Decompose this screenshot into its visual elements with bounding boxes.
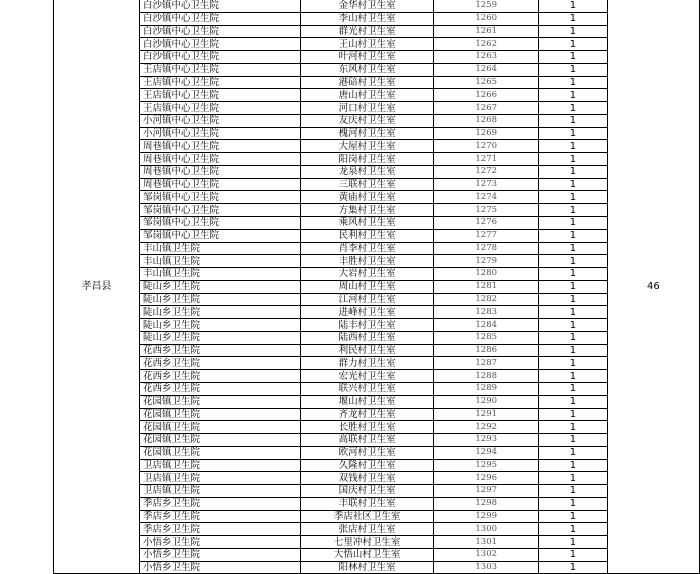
count-cell[interactable]: 1 — [539, 357, 608, 370]
code-cell[interactable]: 1286 — [434, 344, 539, 357]
code-cell[interactable]: 1288 — [434, 370, 539, 383]
count-cell[interactable]: 1 — [539, 408, 608, 421]
clinic-cell[interactable]: 方集村卫生室 — [301, 204, 434, 217]
clinic-cell[interactable]: 齐龙村卫生室 — [301, 408, 434, 421]
clinic-cell[interactable]: 双钱村卫生室 — [301, 472, 434, 485]
hospital-cell[interactable]: 白沙镇中心卫生院 — [139, 51, 300, 64]
count-cell[interactable]: 1 — [539, 0, 608, 12]
hospital-cell[interactable]: 白沙镇中心卫生院 — [139, 38, 300, 51]
table-row — [54, 280, 700, 293]
count-cell[interactable]: 1 — [539, 459, 608, 472]
table-row — [54, 510, 700, 523]
table-row — [54, 165, 700, 178]
code-cell[interactable]: 1279 — [434, 255, 539, 268]
clinic-cell[interactable]: 江河村卫生室 — [301, 293, 434, 306]
clinic-cell[interactable]: 欧河村卫生室 — [301, 446, 434, 459]
hospital-cell[interactable]: 小悟乡卫生院 — [139, 561, 300, 574]
code-cell[interactable]: 1267 — [434, 102, 539, 115]
hospital-cell[interactable]: 花西乡卫生院 — [139, 382, 300, 395]
clinic-cell[interactable]: 阳岗村卫生室 — [301, 153, 434, 166]
code-cell[interactable]: 1282 — [434, 293, 539, 306]
clinic-cell[interactable]: 叶河村卫生室 — [301, 51, 434, 64]
table-row — [54, 331, 700, 344]
code-cell[interactable]: 1271 — [434, 153, 539, 166]
clinic-cell[interactable]: 乘风村卫生室 — [301, 217, 434, 230]
hospital-cell[interactable]: 陡山乡卫生院 — [139, 331, 300, 344]
table-row — [54, 217, 700, 230]
hospital-cell[interactable]: 小悟乡卫生院 — [139, 548, 300, 561]
count-cell[interactable]: 1 — [539, 25, 608, 38]
clinic-cell[interactable]: 龙泉村卫生室 — [301, 165, 434, 178]
clinic-cell[interactable]: 群力村卫生室 — [301, 357, 434, 370]
hospital-cell[interactable]: 花西乡卫生院 — [139, 344, 300, 357]
code-cell[interactable]: 1298 — [434, 497, 539, 510]
clinic-cell[interactable]: 港碚村卫生室 — [301, 76, 434, 89]
code-cell[interactable]: 1261 — [434, 25, 539, 38]
hospital-cell[interactable]: 季店乡卫生院 — [139, 523, 300, 536]
code-cell[interactable]: 1291 — [434, 408, 539, 421]
code-cell[interactable]: 1300 — [434, 523, 539, 536]
count-cell[interactable]: 1 — [539, 280, 608, 293]
table-row — [54, 0, 700, 12]
code-cell[interactable]: 1270 — [434, 140, 539, 153]
hospital-cell[interactable]: 周巷镇中心卫生院 — [139, 140, 300, 153]
code-cell[interactable]: 1278 — [434, 242, 539, 255]
count-cell[interactable]: 1 — [539, 114, 608, 127]
count-cell[interactable]: 1 — [539, 472, 608, 485]
table-row — [54, 229, 700, 242]
clinic-cell[interactable]: 黄庙村卫生室 — [301, 191, 434, 204]
clinic-cell[interactable]: 丰胜村卫生室 — [301, 255, 434, 268]
code-cell[interactable]: 1303 — [434, 561, 539, 574]
table-row — [54, 459, 700, 472]
table-row — [54, 446, 700, 459]
count-cell[interactable]: 1 — [539, 191, 608, 204]
clinic-cell[interactable]: 大岩村卫生室 — [301, 268, 434, 281]
count-cell[interactable]: 1 — [539, 382, 608, 395]
hospital-cell[interactable]: 丰山镇卫生院 — [139, 255, 300, 268]
total-cell[interactable]: 46 — [607, 0, 699, 574]
hospital-cell[interactable]: 王店镇中心卫生院 — [139, 76, 300, 89]
count-cell[interactable]: 1 — [539, 140, 608, 153]
code-cell[interactable]: 1276 — [434, 217, 539, 230]
code-cell[interactable]: 1301 — [434, 536, 539, 549]
hospital-cell[interactable]: 小河镇中心卫生院 — [139, 114, 300, 127]
table-row — [54, 395, 700, 408]
table-row — [54, 344, 700, 357]
code-cell[interactable]: 1296 — [434, 472, 539, 485]
count-cell[interactable]: 1 — [539, 293, 608, 306]
code-cell[interactable]: 1264 — [434, 63, 539, 76]
code-cell[interactable]: 1281 — [434, 280, 539, 293]
table-row — [54, 408, 700, 421]
hospital-cell[interactable]: 小悟乡卫生院 — [139, 536, 300, 549]
count-cell[interactable]: 1 — [539, 523, 608, 536]
hospital-cell[interactable]: 周巷镇中心卫生院 — [139, 178, 300, 191]
table-row — [54, 536, 700, 549]
hospital-cell[interactable]: 季店乡卫生院 — [139, 510, 300, 523]
code-cell[interactable]: 1299 — [434, 510, 539, 523]
clinic-table — [53, 0, 700, 574]
table-row — [54, 242, 700, 255]
hospital-cell[interactable]: 白沙镇中心卫生院 — [139, 12, 300, 25]
count-cell[interactable]: 1 — [539, 51, 608, 64]
count-cell[interactable]: 1 — [539, 395, 608, 408]
code-cell[interactable]: 1290 — [434, 395, 539, 408]
code-cell[interactable]: 1289 — [434, 382, 539, 395]
hospital-cell[interactable]: 花园镇卫生院 — [139, 395, 300, 408]
hospital-cell[interactable]: 卫店镇卫生院 — [139, 472, 300, 485]
code-cell[interactable]: 1273 — [434, 178, 539, 191]
count-cell[interactable]: 1 — [539, 12, 608, 25]
table-row — [54, 38, 700, 51]
clinic-cell[interactable]: 久隆村卫生室 — [301, 459, 434, 472]
table-row — [54, 357, 700, 370]
code-cell[interactable]: 1287 — [434, 357, 539, 370]
count-cell[interactable]: 1 — [539, 255, 608, 268]
clinic-cell[interactable]: 长胜村卫生室 — [301, 421, 434, 434]
table-row — [54, 255, 700, 268]
table-row — [54, 370, 700, 383]
clinic-cell[interactable]: 大屋村卫生室 — [301, 140, 434, 153]
hospital-cell[interactable]: 陡山乡卫生院 — [139, 319, 300, 332]
hospital-cell[interactable]: 花园镇卫生院 — [139, 434, 300, 447]
clinic-cell[interactable]: 七里冲村卫生室 — [301, 536, 434, 549]
code-cell[interactable]: 1275 — [434, 204, 539, 217]
hospital-cell[interactable]: 卫店镇卫生院 — [139, 459, 300, 472]
clinic-cell[interactable]: 高联村卫生室 — [301, 434, 434, 447]
clinic-cell[interactable]: 周山村卫生室 — [301, 280, 434, 293]
hospital-cell[interactable]: 陡山乡卫生院 — [139, 280, 300, 293]
table-row — [54, 89, 700, 102]
table-row — [54, 268, 700, 281]
table-row — [54, 204, 700, 217]
count-cell[interactable]: 1 — [539, 268, 608, 281]
clinic-cell[interactable]: 进峰村卫生室 — [301, 306, 434, 319]
count-cell[interactable]: 1 — [539, 76, 608, 89]
code-cell[interactable]: 1268 — [434, 114, 539, 127]
clinic-cell[interactable]: 国庆村卫生室 — [301, 485, 434, 498]
hospital-cell[interactable]: 花园镇卫生院 — [139, 446, 300, 459]
hospital-cell[interactable]: 邹岗镇中心卫生院 — [139, 191, 300, 204]
hospital-cell[interactable]: 丰山镇卫生院 — [139, 268, 300, 281]
table-row — [54, 178, 700, 191]
hospital-cell[interactable]: 花西乡卫生院 — [139, 370, 300, 383]
code-cell[interactable]: 1272 — [434, 165, 539, 178]
clinic-cell[interactable]: 群光村卫生室 — [301, 25, 434, 38]
hospital-cell[interactable]: 白沙镇中心卫生院 — [139, 0, 300, 12]
count-cell[interactable]: 1 — [539, 38, 608, 51]
table-row — [54, 485, 700, 498]
count-cell[interactable]: 1 — [539, 434, 608, 447]
table-row — [54, 25, 700, 38]
table-row — [54, 523, 700, 536]
clinic-cell[interactable]: 李山村卫生室 — [301, 12, 434, 25]
clinic-cell[interactable]: 民利村卫生室 — [301, 229, 434, 242]
clinic-cell[interactable]: 大悟山村卫生室 — [301, 548, 434, 561]
hospital-cell[interactable]: 花园镇卫生院 — [139, 421, 300, 434]
table-row — [54, 102, 700, 115]
clinic-cell[interactable]: 丰联村卫生室 — [301, 497, 434, 510]
count-cell[interactable]: 1 — [539, 89, 608, 102]
clinic-cell[interactable]: 季店社区卫生室 — [301, 510, 434, 523]
table-row — [54, 319, 700, 332]
count-cell[interactable]: 1 — [539, 217, 608, 230]
clinic-cell[interactable]: 陆丰村卫生室 — [301, 319, 434, 332]
table-row — [54, 63, 700, 76]
count-cell[interactable]: 1 — [539, 242, 608, 255]
clinic-table-body — [54, 0, 700, 574]
table-row — [54, 421, 700, 434]
code-cell[interactable]: 1283 — [434, 306, 539, 319]
code-cell[interactable]: 1285 — [434, 331, 539, 344]
code-cell[interactable]: 1260 — [434, 12, 539, 25]
clinic-cell[interactable]: 阳林村卫生室 — [301, 561, 434, 574]
count-cell[interactable]: 1 — [539, 561, 608, 574]
code-cell[interactable]: 1297 — [434, 485, 539, 498]
clinic-cell[interactable]: 宏光村卫生室 — [301, 370, 434, 383]
hospital-cell[interactable]: 邹岗镇中心卫生院 — [139, 229, 300, 242]
table-row — [54, 140, 700, 153]
code-cell[interactable]: 1277 — [434, 229, 539, 242]
hospital-cell[interactable]: 周巷镇中心卫生院 — [139, 153, 300, 166]
code-cell[interactable]: 1262 — [434, 38, 539, 51]
count-cell[interactable]: 1 — [539, 306, 608, 319]
count-cell[interactable]: 1 — [539, 127, 608, 140]
hospital-cell[interactable]: 王店镇中心卫生院 — [139, 63, 300, 76]
clinic-cell[interactable]: 利民村卫生室 — [301, 344, 434, 357]
clinic-cell[interactable]: 三联村卫生室 — [301, 178, 434, 191]
clinic-cell[interactable]: 唐山村卫生室 — [301, 89, 434, 102]
table-row — [54, 561, 700, 574]
clinic-cell[interactable]: 肖李村卫生室 — [301, 242, 434, 255]
count-cell[interactable]: 1 — [539, 548, 608, 561]
count-cell[interactable]: 1 — [539, 344, 608, 357]
count-cell[interactable]: 1 — [539, 536, 608, 549]
count-cell[interactable]: 1 — [539, 319, 608, 332]
clinic-cell[interactable]: 陆西村卫生室 — [301, 331, 434, 344]
table-row — [54, 114, 700, 127]
count-cell[interactable]: 1 — [539, 165, 608, 178]
code-cell[interactable]: 1259 — [434, 0, 539, 12]
count-cell[interactable]: 1 — [539, 331, 608, 344]
table-row — [54, 548, 700, 561]
table-row — [54, 51, 700, 64]
clinic-cell[interactable]: 联兴村卫生室 — [301, 382, 434, 395]
hospital-cell[interactable]: 王店镇中心卫生院 — [139, 89, 300, 102]
clinic-cell[interactable]: 王山村卫生室 — [301, 38, 434, 51]
clinic-cell[interactable]: 堰山村卫生室 — [301, 395, 434, 408]
clinic-cell[interactable]: 河口村卫生室 — [301, 102, 434, 115]
clinic-cell[interactable]: 东风村卫生室 — [301, 63, 434, 76]
clinic-cell[interactable]: 张店村卫生室 — [301, 523, 434, 536]
code-cell[interactable]: 1302 — [434, 548, 539, 561]
table-row — [54, 306, 700, 319]
code-cell[interactable]: 1280 — [434, 268, 539, 281]
table-row — [54, 191, 700, 204]
hospital-cell[interactable]: 卫店镇卫生院 — [139, 485, 300, 498]
county-cell[interactable]: 孝昌县 — [54, 0, 140, 574]
count-cell[interactable]: 1 — [539, 485, 608, 498]
code-cell[interactable]: 1274 — [434, 191, 539, 204]
count-cell[interactable]: 1 — [539, 370, 608, 383]
table-row — [54, 472, 700, 485]
code-cell[interactable]: 1265 — [434, 76, 539, 89]
table-row — [54, 12, 700, 25]
code-cell[interactable]: 1266 — [434, 89, 539, 102]
count-cell[interactable]: 1 — [539, 63, 608, 76]
table-row — [54, 293, 700, 306]
hospital-cell[interactable]: 陡山乡卫生院 — [139, 293, 300, 306]
code-cell[interactable]: 1294 — [434, 446, 539, 459]
count-cell[interactable]: 1 — [539, 178, 608, 191]
hospital-cell[interactable]: 花园镇卫生院 — [139, 408, 300, 421]
count-cell[interactable]: 1 — [539, 102, 608, 115]
hospital-cell[interactable]: 白沙镇中心卫生院 — [139, 25, 300, 38]
clinic-cell[interactable]: 槐河村卫生室 — [301, 127, 434, 140]
count-cell[interactable]: 1 — [539, 510, 608, 523]
code-cell[interactable]: 1293 — [434, 434, 539, 447]
hospital-cell[interactable]: 小河镇中心卫生院 — [139, 127, 300, 140]
table-row — [54, 76, 700, 89]
count-cell[interactable]: 1 — [539, 229, 608, 242]
hospital-cell[interactable]: 周巷镇中心卫生院 — [139, 165, 300, 178]
count-cell[interactable]: 1 — [539, 446, 608, 459]
code-cell[interactable]: 1269 — [434, 127, 539, 140]
table-row — [54, 382, 700, 395]
count-cell[interactable]: 1 — [539, 421, 608, 434]
table-row — [54, 153, 700, 166]
code-cell[interactable]: 1263 — [434, 51, 539, 64]
code-cell[interactable]: 1284 — [434, 319, 539, 332]
count-cell[interactable]: 1 — [539, 204, 608, 217]
hospital-cell[interactable]: 季店乡卫生院 — [139, 497, 300, 510]
table-row — [54, 127, 700, 140]
table-row — [54, 434, 700, 447]
count-cell[interactable]: 1 — [539, 497, 608, 510]
hospital-cell[interactable]: 邹岗镇中心卫生院 — [139, 217, 300, 230]
hospital-cell[interactable]: 丰山镇卫生院 — [139, 242, 300, 255]
hospital-cell[interactable]: 花西乡卫生院 — [139, 357, 300, 370]
hospital-cell[interactable]: 邹岗镇中心卫生院 — [139, 204, 300, 217]
hospital-cell[interactable]: 陡山乡卫生院 — [139, 306, 300, 319]
code-cell[interactable]: 1292 — [434, 421, 539, 434]
hospital-cell[interactable]: 王店镇中心卫生院 — [139, 102, 300, 115]
code-cell[interactable]: 1295 — [434, 459, 539, 472]
table-row — [54, 497, 700, 510]
clinic-cell[interactable]: 友庆村卫生室 — [301, 114, 434, 127]
clinic-cell[interactable]: 金华村卫生室 — [301, 0, 434, 12]
count-cell[interactable]: 1 — [539, 153, 608, 166]
